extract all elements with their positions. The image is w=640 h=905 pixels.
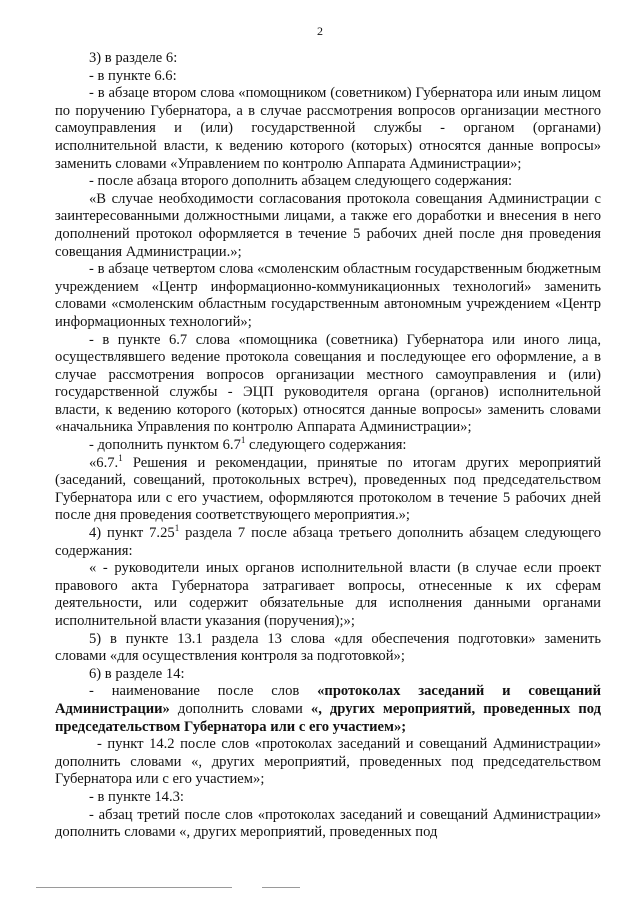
text-fragment: дополнить словами xyxy=(169,700,311,717)
paragraph-item-6-6: - в пункте 6.6: xyxy=(89,67,177,84)
paragraph-section-14: 6) в разделе 14: xyxy=(89,665,185,682)
superscript: 1 xyxy=(240,435,246,446)
text-fragment: раздела 7 после абзаца третьего дополнить абзацем следующего содержания: xyxy=(55,525,602,559)
bold-fragment: «протоколах заседаний и совещаний Администрации» xyxy=(55,683,601,717)
paragraph-add-6-7-1 xyxy=(55,437,601,455)
text-fragment: Решения и рекомендации, принятые по итогам других мероприятий (заседаний, совещаний, протокольных встреч), проведенных под председательством Губернатора или с его участием, оформляются протоколом в течение 5 рабочих дней после дня проведения соответствующего мероприятия.»; xyxy=(55,454,601,524)
footer-rule-left xyxy=(36,887,232,888)
text-fragment: - дополнить пунктом 6.7 xyxy=(89,437,241,454)
superscript: 1 xyxy=(118,452,123,463)
paragraph-item-13-1: 5) в пункте 13.1 раздела 13 слова «для обеспечения подготовки» заменить словами «для осуществления контроля за подготовкой»; xyxy=(55,630,601,665)
paragraph-abz3-amend: - абзац третий после слов «протоколах заседаний и совещаний Администрации» дополнить словами «, других мероприятий, проведенных под xyxy=(55,806,601,841)
paragraph-item-14-2: - пункт 14.2 после слов «протоколах заседаний и совещаний Администрации» дополнить словами «, других мероприятий, проведенных под председательством Губернатора или с его участием»; xyxy=(55,736,601,788)
paragraph-add-abz: - после абзаца второго дополнить абзацем следующего содержания: xyxy=(89,173,513,190)
text-fragment: - наименование после слов xyxy=(89,683,318,700)
paragraph-quote-protocol: «В случае необходимости согласования протокола совещания Администрации с заинтересованными должностными лицами, а также его доработки и внесения в него дополнений протокол оформляется в течение 5 рабочих дней после дня проведения совещания Администрации.»; xyxy=(55,190,601,260)
page-number: 2 xyxy=(317,24,323,38)
paragraph-quote-heads: « - руководители иных органов исполнительной власти (в случае если проект правового акта Губернатора затрагивает вопросы, отнесенные к их сферам деятельности, или содержит обязательные для исполнения данными органами исполнительной власти указания (поручения);»; xyxy=(55,560,601,629)
text-fragment: «6.7. xyxy=(89,454,119,471)
text-fragment: следующего содержания: xyxy=(245,437,407,454)
paragraph-item-7-25-1 xyxy=(55,525,601,560)
superscript: 1 xyxy=(174,523,180,534)
paragraph-title-amend xyxy=(55,683,601,736)
footer-rule-right xyxy=(262,887,300,888)
paragraph-amend-6-6-abz2: - в абзаце втором слова «помощником (советником) Губернатора или иным лицом по поручению Губернатора, а в случае рассмотрения вопросов организации местного самоуправления и (или) государственной службы - органом (органами) исполнительной власти, к ведению которого (которых) относятся данные вопросы» заменить словами «Управлением по контролю Аппарата Администрации»; xyxy=(55,85,601,172)
paragraph-item-6-7: - в пункте 6.7 слова «помощника (советника) Губернатора или иного лица, осуществлявшего ведение протокола совещания и последующее его оформление, а в случае рассмотрения вопросов организации местного самоуправления и (или) государственной службы - ЭЦП руководителя органа (органов) исполнительной власти, к ведению которого (которых) относятся данные вопросы» заменить словами «начальника Управления по контролю Аппарата Администрации»; xyxy=(55,331,601,436)
paragraph-quote-6-7-1 xyxy=(55,452,601,525)
bold-fragment: «, других мероприятий, проведенных под председательством Губернатора или с его участием»; xyxy=(55,700,601,735)
document-body xyxy=(55,50,601,842)
paragraph-section-6: 3) в разделе 6: xyxy=(89,50,178,66)
paragraph-item-14-3: - в пункте 14.3: xyxy=(89,788,184,805)
paragraph-amend-abz4: - в абзаце четвертом слова «смоленским областным государственным бюджетным учреждением «Центр информационно-коммуникационных технологий» заменить словами «смоленским областным государственным автономным учреждением «Центр информационных технологий»; xyxy=(55,261,601,330)
text-fragment: 4) пункт 7.25 xyxy=(89,525,175,542)
